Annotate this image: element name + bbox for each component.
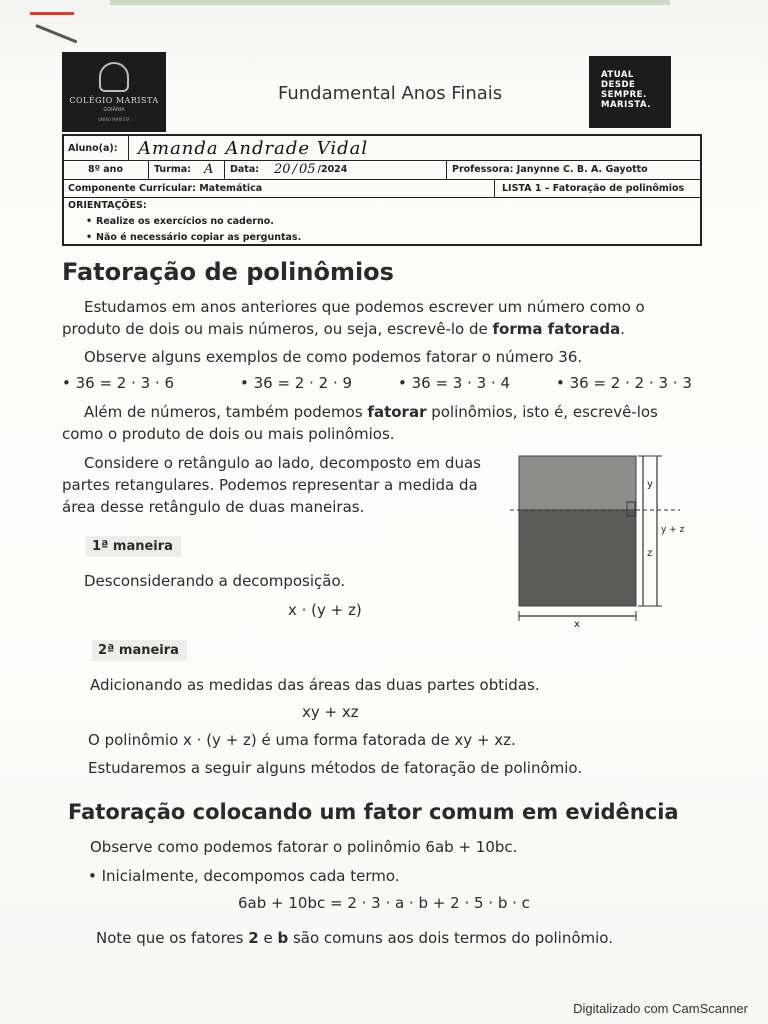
divider [446,160,447,179]
school-logo [62,52,166,132]
turma-value: A [204,162,214,177]
subject-label: Componente Curricular: Matemática [68,182,263,194]
turma-label: Turma: [154,164,191,175]
label-x: x [574,619,580,630]
bold-term: fatorar [367,403,427,421]
text-run: e [258,929,278,947]
orientations-title: ORIENTAÇÕES: [68,200,147,211]
text-run: produto de dois ou mais números, ou seja, escrevê-lo de [62,320,493,338]
maneira-2-label: 2ª maneira [92,640,187,661]
bold-term: forma fatorada [492,320,621,338]
date-value: 20 / 05 /2024 [274,162,348,177]
top-rectangle [519,456,636,510]
class-row [64,160,700,180]
slogan-line: MARISTA. [601,100,651,110]
divider [494,179,495,197]
teacher-name: Professora: Janynne C. B. A. Gayotto [452,164,648,175]
maneira-1-label: 1ª maneira [86,536,181,557]
next-topic-text: Estudaremos a seguir alguns métodos de fatoração de polinômio. [88,759,583,777]
slogan-line: DESDE [601,80,636,90]
student-row [64,136,700,161]
school-name: COLÉGIO MARISTA [69,96,159,105]
marista-emblem-icon [99,62,129,92]
bold-term: b [277,929,289,947]
staple [35,24,77,43]
conclusion-text: O polinômio x · (y + z) é uma forma fatorada de xy + xz. [88,731,516,749]
list-title: LISTA 1 – Fatoração de polinômios [502,182,685,194]
example-3: • 36 = 3 · 3 · 4 [398,374,511,392]
date-month: 05 [298,162,316,177]
orientations-row [64,197,700,246]
header-title: Fundamental Anos Finais [278,83,503,104]
maneira-1-formula: x · (y + z) [288,601,362,619]
section-2-title: Fatoração colocando um fator comum em evidência [68,800,679,824]
text-run: . [620,320,625,338]
paper-edge [110,0,670,5]
paragraph-4-line-2: partes retangulares. Podemos representar a medida da [62,476,478,494]
slogan-box [589,56,671,128]
student-info-table [62,134,702,246]
subject-row [64,179,700,198]
section-2-formula: 6ab + 10bc = 2 · 3 · a · b + 2 · 5 · b · c [238,894,530,912]
pencil-mark [30,12,74,15]
text-run: Além de números, também podemos [84,403,368,421]
label-y-plus-z: y + z [661,525,685,535]
grade-label: 8º ano [88,164,123,175]
rectangle-diagram [510,450,690,630]
date-year: /2024 [317,164,348,175]
aluno-label: Aluno(a): [68,142,118,154]
text-run: Note que os fatores [96,929,249,947]
divider [148,160,149,179]
paragraph-1-line-2 [62,318,625,340]
text-run: polinômios, isto é, escrevê-los [426,403,658,421]
student-name-handwritten: Amanda Andrade Vidal [138,137,369,159]
orientation-item: • Realize os exercícios no caderno. [96,216,274,227]
section-2-note [96,927,613,949]
paragraph-2: Observe alguns exemplos de como podemos fatorar o número 36. [84,348,583,366]
divider [224,160,225,179]
orientation-item: • Não é necessário copiar as perguntas. [96,232,301,243]
example-4: • 36 = 2 · 2 · 3 · 3 [556,374,692,392]
text-run: são comuns aos dois termos do polinômio. [288,929,613,947]
divider [128,136,129,160]
section-2-paragraph-2: • Inicialmente, decompomos cada termo. [88,867,400,885]
paragraph-3-line-1 [84,401,658,423]
slogan-line: ATUAL [601,70,634,80]
example-1: • 36 = 2 · 3 · 6 [62,374,175,392]
school-network: UNIÃO MARISTA [98,117,130,122]
maneira-2-formula: xy + xz [302,703,359,721]
bold-term: 2 [248,929,259,947]
page-title: Fatoração de polinômios [62,258,394,286]
data-label: Data: [230,164,260,175]
school-city: GOIÂNIA [103,107,125,113]
section-2-paragraph-1: Observe como podemos fatorar o polinômio 6ab + 10bc. [90,838,518,856]
maneira-1-text: Desconsiderando a decomposição. [84,572,346,590]
paragraph-1-line-1: Estudamos em anos anteriores que podemos escrever um número como o [84,298,645,316]
example-2: • 36 = 2 · 2 · 9 [240,374,353,392]
bottom-rectangle [519,510,636,606]
maneira-2-text: Adicionando as medidas das áreas das duas partes obtidas. [90,676,540,694]
paragraph-3-line-2: como o produto de dois ou mais polinômios. [62,425,395,443]
paragraph-4-line-3: área desse retângulo de duas maneiras. [62,498,365,516]
label-z: z [647,548,653,559]
camscanner-watermark: Digitalizado com CamScanner [573,1001,748,1016]
date-day: 20 [274,162,291,177]
slogan-line: SEMPRE. [601,90,647,100]
paragraph-4-line-1: Considere o retângulo ao lado, decomposto em duas [84,454,481,472]
label-y: y [647,479,653,490]
